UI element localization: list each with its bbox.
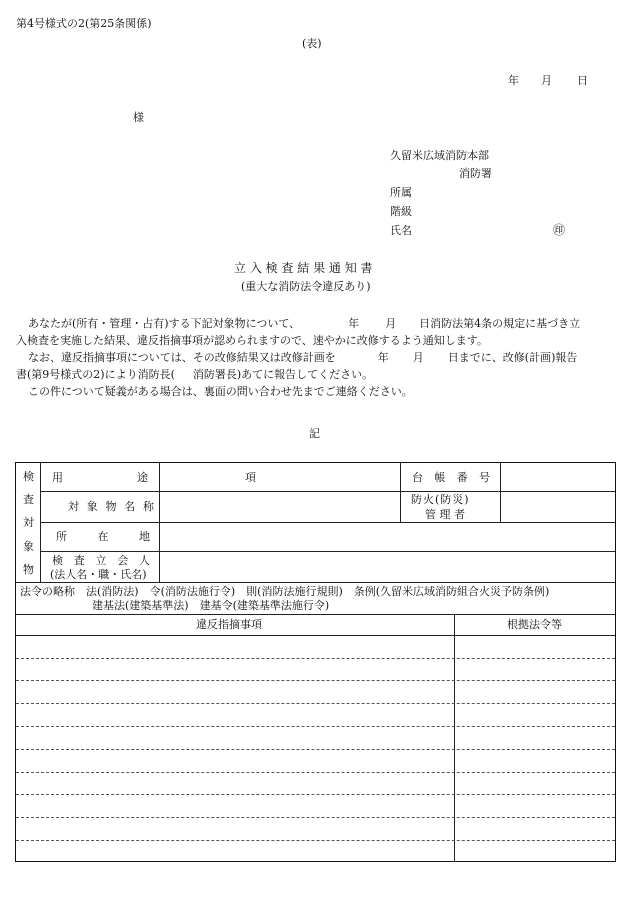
section-label-char: 検 — [23, 470, 34, 483]
row-divider-section-end — [16, 582, 615, 583]
issuer-rank-label: 階級 — [390, 205, 412, 218]
entry-row-line — [16, 680, 615, 681]
document-subtitle: (重大な消防法令違反あり) — [241, 280, 371, 293]
inspection-witness-label: 検 査 立 会 人 — [52, 554, 150, 567]
col-divider-ledger-label — [400, 463, 401, 522]
date-year-label: 年 — [508, 74, 519, 87]
seal-mark: ㊞ — [553, 223, 566, 237]
date-month-label: 月 — [541, 74, 552, 87]
col-divider-label — [159, 463, 160, 582]
issuer-org: 久留米広域消防本部 — [390, 149, 489, 162]
location-label: 所 在 地 — [56, 530, 150, 543]
law-abbreviations-line-1: 法令の略称 法(消防法) 令(消防法施行令) 則(消防法施行規則) 条例(久留米広域消防組合火災予防条例) — [20, 585, 550, 598]
entry-row-line — [16, 817, 615, 818]
issuer-affiliation-label: 所属 — [390, 186, 412, 199]
entry-row-line — [16, 772, 615, 773]
col-divider-basis — [454, 614, 455, 861]
row-divider-use — [40, 491, 615, 492]
law-abbreviations-line-2: 建基法(建築基準法) 建基令(建築基準法施行令) — [92, 599, 330, 612]
entry-row-line — [16, 726, 615, 727]
form-side-label: (表) — [302, 37, 322, 50]
issuer-name-label: 氏名 — [390, 224, 412, 237]
section-label-char: 査 — [23, 493, 34, 506]
use-label: 用 途 — [52, 471, 148, 484]
entry-row-line — [16, 794, 615, 795]
inspection-form-table — [15, 462, 616, 862]
section-label-char: 物 — [23, 563, 34, 576]
col-divider-ledger-value — [500, 463, 501, 522]
body-paragraph-2: なお、違反指摘事項については、その改修結果又は改修計画を 年 月 日までに、改修(計画)報告 — [28, 351, 578, 364]
row-divider-abbrev-end — [16, 614, 615, 615]
issuer-station: 消防署 — [459, 167, 492, 180]
form-number: 第4号様式の2(第25条関係) — [16, 17, 152, 30]
ki-label: 記 — [309, 427, 320, 440]
row-divider-name — [40, 522, 615, 523]
entry-row-line — [16, 703, 615, 704]
inspection-witness-sublabel: (法人名・職・氏名) — [50, 568, 147, 581]
col-divider-section — [40, 463, 41, 582]
fire-manager-label: 防火(防災) — [411, 493, 470, 506]
entry-row-line — [16, 749, 615, 750]
violations-column-header: 違反指摘事項 — [196, 618, 262, 631]
row-divider-location — [40, 551, 615, 552]
body-paragraph-1: あなたが(所有・管理・占有)する下記対象物について、 年 月 日消防法第4条の規定に基づき立 — [28, 317, 581, 330]
date-day-label: 日 — [577, 74, 588, 87]
body-paragraph-3: この件について疑義がある場合は、裏面の問い合わせ先までご連絡ください。 — [28, 385, 413, 398]
fire-manager-label-2: 管 理 者 — [425, 508, 465, 521]
use-category-suffix: 項 — [245, 471, 256, 484]
body-paragraph-2-cont: 書(第9号様式の2)により消防長( 消防署長)あてに報告してください。 — [16, 368, 374, 381]
entry-row-line — [16, 840, 615, 841]
section-label-char: 対 — [23, 516, 34, 529]
property-name-label: 対 象 物 名 称 — [68, 500, 154, 513]
entry-row-line — [16, 658, 615, 659]
legal-basis-column-header: 根拠法令等 — [507, 618, 562, 631]
section-label-char: 象 — [23, 540, 34, 553]
row-divider-header-end — [16, 635, 615, 636]
body-paragraph-1-cont: 入検査を実施した結果、違反指摘事項が認められますので、速やかに改修するよう通知します。 — [16, 334, 488, 347]
ledger-number-label: 台 帳 番 号 — [412, 471, 490, 484]
addressee-honorific: 様 — [133, 111, 144, 124]
document-title: 立 入 検 査 結 果 通 知 書 — [234, 261, 373, 275]
